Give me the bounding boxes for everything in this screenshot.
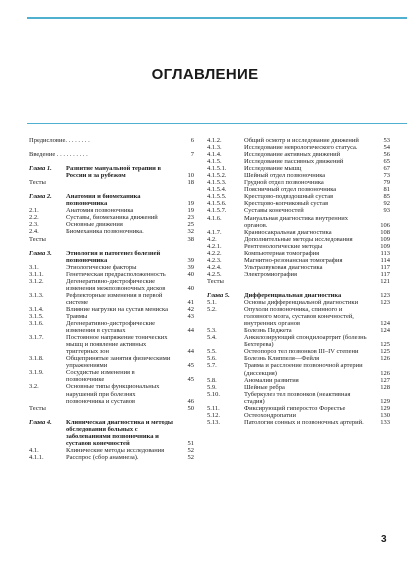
toc-entry[interactable] (207, 172, 390, 179)
toc-entry-title: Сосудистые изменения в позвоночнике (66, 369, 135, 384)
toc-entry-number: 4.2.4. (207, 263, 222, 271)
toc-entry-title (90, 137, 174, 144)
toc-entry-page: 23 (187, 214, 194, 222)
toc-entry-number: 5.10. (207, 390, 220, 398)
toc-entry[interactable] (29, 334, 194, 355)
toc-entry-page: 54 (383, 144, 390, 152)
toc-entry-title: Исследование активных движений (244, 151, 341, 159)
toc-entry-number: 3.2. (29, 383, 39, 391)
toc-spacer (29, 243, 194, 250)
top-accent-rule (27, 17, 407, 19)
toc-entry-number: 4.1.5.4. (207, 186, 227, 194)
page-number: 3 (381, 534, 387, 545)
toc-entry-title: Рефлекторные изменения в первой системе (66, 291, 163, 306)
toc-entry-title (244, 278, 370, 285)
toc-entry-page: 81 (383, 186, 390, 194)
toc-entry-page: 25 (187, 221, 194, 229)
toc-entry-page: 109 (380, 242, 390, 250)
toc-entry-page: 126 (380, 355, 390, 363)
toc-entry-page: 40 (187, 270, 194, 278)
toc-entry[interactable] (207, 412, 390, 419)
toc-entry-page: 53 (383, 137, 390, 144)
toc-entry-number: 5.12. (207, 411, 220, 419)
toc-entry-title: Дополнительные методы исследования (244, 235, 353, 243)
toc-entry[interactable] (29, 137, 194, 144)
toc-entry-number: 4.1.5. (207, 158, 222, 166)
toc-entry[interactable] (29, 355, 194, 369)
toc-entry-title: Травмы (66, 312, 88, 320)
toc-entry-number: 3.1.2. (29, 277, 44, 285)
toc-entry-title: Компьютерная томография (244, 249, 320, 257)
toc-spacer (29, 412, 194, 419)
toc-entry-page: 38 (187, 235, 194, 243)
toc-entry-title: Исследование неврологического статуса. (244, 144, 358, 152)
toc-entry-page: 133 (380, 418, 390, 426)
toc-entry-title: Генетическая предрасположенность (66, 270, 166, 278)
toc-entry-page: 40 (187, 284, 194, 292)
toc-entry-page: 18 (187, 179, 194, 187)
toc-entry-page: 113 (380, 249, 390, 257)
toc-entry[interactable] (207, 391, 390, 405)
toc-entry-number: 3.1.8. (29, 355, 44, 363)
toc-spacer (29, 158, 194, 165)
toc-entry[interactable] (207, 243, 390, 250)
toc-entry-title: Общепринятые занятия физическими упражнениями (66, 355, 171, 370)
toc-entry-number: 3.1.1. (29, 270, 44, 278)
toc-entry[interactable] (29, 447, 194, 454)
toc-entry-number: 4.1.5.5. (207, 193, 227, 201)
toc-entry-title: Рентгенологические методы (244, 242, 323, 250)
toc-entry-number: 2.4. (29, 228, 39, 236)
toc-entry[interactable] (207, 207, 390, 214)
toc-entry-page: 129 (380, 397, 390, 405)
toc-entry[interactable] (207, 257, 390, 264)
toc-entry-page: 44 (187, 327, 194, 335)
toc-entry-number: 4.2.2. (207, 249, 222, 257)
toc-entry-title: Травма и расслоение позвоночной артерии (диссекция) (244, 362, 363, 377)
toc-entry-page: 126 (380, 369, 390, 377)
toc-entry-page: 130 (380, 411, 390, 419)
toc-entry-number: 4.1.4. (207, 151, 222, 159)
toc-entry-page: 127 (380, 376, 390, 384)
toc-entry-number: 2.2. (29, 214, 39, 222)
page-title: ОГЛАВЛЕНИЕ (151, 66, 259, 83)
toc-entry-title: Крестцово-копчиковый сустав (244, 200, 329, 208)
toc-entry-page: 123 (380, 291, 390, 299)
toc-entry-number: 4.1.5.6. (207, 200, 227, 208)
toc-entry-title: Опухоли позвоночника, спинного и головного мозга, суставов конечностей, внутренних органов (244, 306, 354, 328)
toc-entry-number: 4.2.3. (207, 256, 222, 264)
toc-entry-title: Туберкулез тел позвонков (неактивная стадия) (244, 390, 351, 405)
toc-entry-page: 123 (380, 299, 390, 307)
toc-entry-title: Магнитно-резонансная томография (244, 256, 343, 264)
toc-entry-page: 117 (380, 263, 390, 271)
toc-entry-title: Электромиография (244, 270, 298, 278)
toc-entry-title: Шейные ребра (244, 383, 285, 391)
toc-entry-page: 79 (383, 179, 390, 187)
toc-entry-number: Глава 2. (29, 193, 52, 201)
toc-entry[interactable] (29, 454, 194, 461)
toc-entry-number: 4.1.5.3. (207, 179, 227, 187)
toc-entry-page: 108 (380, 228, 390, 236)
toc-entry-number: 3.1.7. (29, 334, 44, 342)
toc-entry-page: 73 (383, 172, 390, 180)
toc-entry-title: Развитие мануальной терапии в России и за рубежом (66, 165, 162, 180)
toc-entry-page: 52 (187, 446, 194, 454)
toc-entry-page: 45 (187, 376, 194, 384)
toc-entry[interactable] (207, 405, 390, 412)
toc-entry-number: 3.1.5. (29, 312, 44, 320)
toc-entry-page: 124 (380, 327, 390, 335)
toc-chapter-entry[interactable] (29, 193, 194, 207)
toc-entry-title: Этиологические факторы (66, 263, 137, 271)
toc-entry-title: Болезнь Педжета (244, 327, 292, 335)
toc-entry-number: Глава 3. (29, 249, 52, 257)
toc-entry-number: 4.2.5. (207, 270, 222, 278)
toc-entry-page: 106 (380, 221, 390, 229)
toc-entry-title: Суставы конечностей (244, 207, 304, 215)
toc-entry-number: 3.1.6. (29, 320, 44, 328)
toc-entry[interactable] (207, 186, 390, 193)
toc-entry-number: 5.4. (207, 334, 217, 342)
toc-entry[interactable] (29, 207, 194, 214)
toc-entry-number: 5.6. (207, 355, 217, 363)
toc-entry[interactable] (29, 306, 194, 313)
toc-left-column (29, 137, 194, 461)
toc-entry-page: 51 (187, 439, 194, 447)
toc-entry-number: Глава 5. (207, 291, 230, 299)
toc-entry[interactable] (207, 229, 390, 236)
toc-entry-title: Грудной отдел позвоночника (244, 179, 324, 187)
toc-entry-number: 2.1. (29, 207, 39, 215)
toc-entry-page: 114 (380, 256, 390, 264)
toc-entry[interactable] (29, 320, 194, 334)
toc-entry-title: Анатомия и биомеханика позвоночника (66, 193, 141, 208)
toc-entry-number: Тесты (29, 179, 46, 187)
toc-entry-page: 85 (383, 193, 390, 201)
toc-entry-number: 4.1.5.7. (207, 207, 227, 215)
toc-entry-title: Клиническая диагностика и методы обследования больных с заболеваниями позвоночника и суставов конечностей (66, 418, 173, 447)
toc-entry-page: 128 (380, 383, 390, 391)
toc-entry-page: 32 (187, 228, 194, 236)
toc-entry-title: Клинические методы исследования (66, 446, 165, 454)
toc-entry[interactable] (29, 179, 194, 186)
toc-entry-number: 5.11. (207, 404, 220, 412)
toc-entry-page: 121 (380, 277, 390, 285)
toc-entry[interactable] (29, 278, 194, 292)
toc-entry-title: Остеохондропатии (244, 411, 296, 419)
toc-entry-title: Влияние нагрузки на сустав мениска (66, 305, 168, 313)
toc-entry-page: 124 (380, 320, 390, 328)
toc-entry[interactable] (207, 179, 390, 186)
toc-entry[interactable] (29, 264, 194, 271)
toc-entry-number: 5.8. (207, 376, 217, 384)
toc-entry-number: Тесты (207, 277, 224, 285)
toc-entry-number: 5.13. (207, 418, 220, 426)
toc-entry-title: Ультразвуковая диагностика (244, 263, 323, 271)
toc-entry[interactable] (207, 137, 390, 144)
toc-entry-title: Крестцово-подвздошный сустав (244, 193, 334, 201)
toc-entry[interactable] (207, 306, 390, 327)
toc-entry[interactable] (207, 151, 390, 158)
toc-entry[interactable] (207, 419, 390, 426)
toc-entry[interactable] (207, 200, 390, 207)
toc-entry[interactable] (207, 278, 390, 285)
toc-entry-title: Общий осмотр и исследование движений (244, 137, 359, 144)
toc-entry-page: 7 (190, 151, 194, 159)
toc-entry[interactable] (207, 264, 390, 271)
toc-entry-title: Шейный отдел позвоночника (244, 172, 326, 180)
toc-chapter-entry[interactable] (29, 250, 194, 264)
toc-entry[interactable] (207, 334, 390, 348)
toc-entry-title: Болезнь Клиппеля—Фейля (244, 355, 320, 363)
toc-entry-title: Исследование мышц (244, 165, 302, 173)
toc-entry-title: Аномалии развития (244, 376, 299, 384)
toc-entry-page: 39 (187, 256, 194, 264)
toc-entry-page: 6 (190, 137, 194, 144)
toc-entry-title: Этиология и патогенез болезней позвоночника (66, 249, 161, 264)
toc-entry[interactable] (207, 384, 390, 391)
toc-entry-page: 125 (380, 341, 390, 349)
toc-entry-title: Анкилозирующий спондилоартрит (болезнь Бехтерева) (244, 334, 367, 349)
toc-entry-title: Основные движения (66, 221, 123, 229)
toc-entry-title (88, 151, 174, 158)
toc-entry-number: 3.1.9. (29, 369, 44, 377)
toc-entry[interactable] (207, 355, 390, 362)
toc-entry-number: Тесты (29, 404, 46, 412)
toc-entry-page: 93 (383, 207, 390, 215)
toc-chapter-entry[interactable] (29, 165, 194, 179)
toc-entry-page: 19 (187, 207, 194, 215)
toc-entry-title: Патология сонных и позвоночных артерий. (244, 418, 364, 426)
toc-entry-number: 3.1. (29, 263, 39, 271)
toc-entry[interactable] (207, 299, 390, 306)
toc-right-column (207, 137, 390, 426)
toc-entry-page: 41 (187, 298, 194, 306)
toc-entry-page: 10 (187, 172, 194, 180)
toc-entry-title: Фиксирующий гиперостоз Форестье (244, 404, 346, 412)
toc-chapter-entry[interactable] (29, 419, 194, 447)
toc-entry-title: Биомеханика позвоночника. (66, 228, 144, 236)
toc-entry[interactable] (29, 383, 194, 404)
toc-entry-number: 5.1. (207, 299, 217, 307)
toc-entry[interactable] (207, 377, 390, 384)
toc-entry[interactable] (207, 348, 390, 355)
toc-entry-title: Исследование пассивных движений (244, 158, 344, 166)
toc-entry-page: 52 (187, 453, 194, 461)
title-underline-rule (27, 123, 407, 124)
toc-entry[interactable] (29, 151, 194, 158)
toc-entry-page: 45 (187, 362, 194, 370)
toc-entry-number: 5.5. (207, 348, 217, 356)
toc-spacer (207, 285, 390, 292)
toc-entry[interactable] (207, 327, 390, 334)
toc-entry[interactable] (207, 144, 390, 151)
toc-entry[interactable] (207, 215, 390, 229)
toc-entry[interactable] (207, 250, 390, 257)
toc-entry-number: 4.1.5.2. (207, 172, 227, 180)
toc-entry-number: 4.1.5.1. (207, 165, 227, 173)
toc-entry-number: 5.7. (207, 362, 217, 370)
toc-entry-number: 3.1.3. (29, 291, 44, 299)
toc-entry[interactable] (207, 165, 390, 172)
toc-entry-number: Введение . . . . . . . . . . (29, 151, 88, 159)
toc-spacer (29, 186, 194, 193)
toc-entry[interactable] (207, 362, 390, 376)
toc-entry[interactable] (207, 158, 390, 165)
toc-entry-number: Тесты (29, 235, 46, 243)
toc-spacer (29, 144, 194, 151)
toc-entry-number: Глава 1. (29, 165, 52, 173)
toc-entry-number: 4.1. (29, 446, 39, 454)
toc-entry[interactable] (29, 228, 194, 235)
toc-entry[interactable] (207, 236, 390, 243)
toc-entry-number: 4.1.6. (207, 214, 222, 222)
toc-entry-page: 67 (383, 165, 390, 173)
toc-chapter-entry[interactable] (207, 292, 390, 299)
toc-entry-number: 4.1.2. (207, 137, 222, 144)
toc-entry-title: Постоянное напряжение тонических мышц и появление активных триггерных зон (66, 334, 168, 356)
toc-entry[interactable] (207, 271, 390, 278)
toc-entry-number: Предисловие. . . . . . . . (29, 137, 90, 144)
toc-entry-page: 92 (383, 200, 390, 208)
toc-entry-number: Глава 4. (29, 418, 52, 426)
toc-entry-title (66, 179, 174, 186)
toc-entry-title (66, 236, 174, 243)
toc-entry-title: Дегенеративно-дистрофические изменения межпозвоночных дисков (66, 277, 166, 292)
toc-entry[interactable] (29, 369, 194, 383)
toc-entry-number: 4.1.3. (207, 144, 222, 152)
toc-entry[interactable] (29, 236, 194, 243)
toc-entry-number: 4.2. (207, 235, 217, 243)
toc-entry-page: 109 (380, 235, 390, 243)
toc-entry-page: 129 (380, 404, 390, 412)
toc-entry-title: Основные типы функциональных нарушений при болезнях позвоночника и суставов (66, 383, 160, 405)
toc-entry-title: Суставы, биомеханика движений (66, 214, 158, 222)
toc-entry-page: 56 (383, 151, 390, 159)
toc-entry[interactable] (29, 214, 194, 221)
toc-entry-title: Анатомия позвоночника (66, 207, 134, 215)
toc-entry[interactable] (29, 221, 194, 228)
toc-entry[interactable] (29, 313, 194, 320)
toc-entry-page: 117 (380, 270, 390, 278)
toc-entry-number: 4.1.7. (207, 228, 222, 236)
toc-entry-title: Мануальная диагностика внутренних органов. (244, 214, 348, 229)
toc-entry[interactable] (29, 292, 194, 306)
toc-entry-number: 4.1.1. (29, 453, 44, 461)
toc-entry-page: 43 (187, 312, 194, 320)
toc-entry[interactable] (29, 271, 194, 278)
toc-entry-number: 5.9. (207, 383, 217, 391)
toc-entry-page: 65 (383, 158, 390, 166)
toc-entry-number: 3.1.4. (29, 305, 44, 313)
toc-entry-title: Поясничный отдел позвоночника (244, 186, 337, 194)
toc-entry-number: 4.2.1. (207, 242, 222, 250)
toc-entry[interactable] (29, 405, 194, 412)
toc-entry-page: 50 (187, 404, 194, 412)
toc-entry-title: Дегенеративно-дистрофические изменения в суставах (66, 320, 155, 335)
toc-entry-title: Основы дифференциальной диагностики (244, 299, 359, 307)
toc-entry-page: 42 (187, 305, 194, 313)
toc-entry-page: 19 (187, 200, 194, 208)
toc-entry-title (66, 405, 174, 412)
toc-entry[interactable] (207, 193, 390, 200)
toc-entry-page: 39 (187, 263, 194, 271)
toc-entry-title: Расспрос (сбор анамнеза). (66, 453, 139, 461)
toc-entry-title: Дифференциальная диагностика (244, 291, 342, 299)
toc-entry-number: 5.2. (207, 306, 217, 314)
toc-entry-page: 44 (187, 348, 194, 356)
toc-entry-number: 2.3. (29, 221, 39, 229)
toc-entry-page: 125 (380, 348, 390, 356)
toc-entry-page: 46 (187, 397, 194, 405)
toc-entry-title: Остеопороз тел позвонков III–IV степени (244, 348, 359, 356)
toc-entry-number: 5.3. (207, 327, 217, 335)
toc-entry-title: Краниосакральная диагностика (244, 228, 332, 236)
